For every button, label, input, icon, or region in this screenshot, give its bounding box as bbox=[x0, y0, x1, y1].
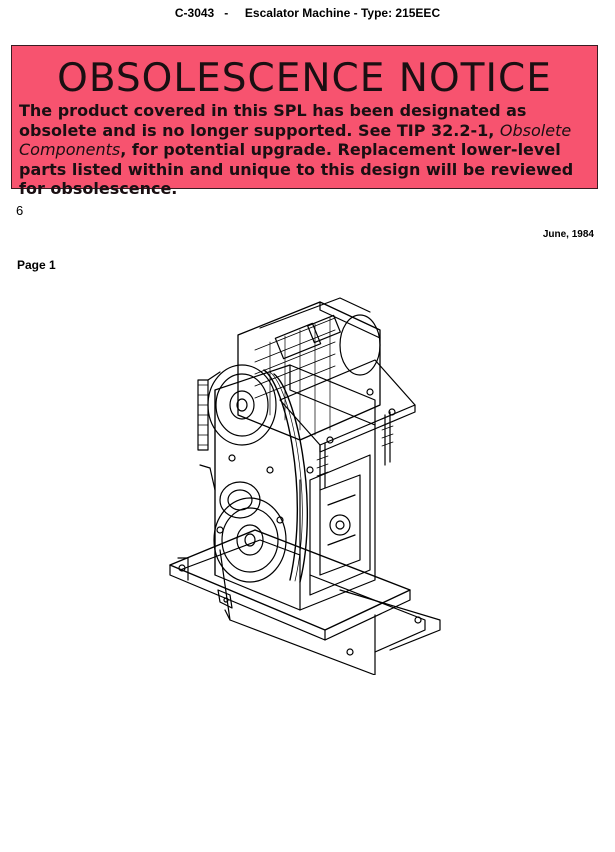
document-header bbox=[0, 6, 615, 20]
header-separator: - bbox=[224, 6, 229, 20]
notice-body-part2: , for potential upgrade. Replacement lower-level parts listed within and unique to this design will be reviewed for obsolescence. bbox=[19, 140, 574, 199]
document-date: June, 1984 bbox=[542, 229, 594, 240]
notice-body-part1: The product covered in this SPL has been designated as obsolete and is no longer supported. See TIP 32.2-1, bbox=[19, 101, 527, 140]
doc-id: C-3043 bbox=[174, 6, 215, 20]
notice-link-obsolete-components: Obsolete Components bbox=[19, 120, 572, 160]
notice-title: OBSOLESCENCE NOTICE bbox=[57, 56, 552, 101]
doc-title: Escalator Machine - Type: 215EEC bbox=[244, 6, 441, 20]
page-number-small: 6 bbox=[16, 203, 24, 218]
page-label: Page 1 bbox=[17, 258, 56, 272]
notice-body bbox=[19, 101, 590, 199]
escalator-machine-drawing bbox=[160, 290, 450, 675]
obsolescence-notice-box bbox=[11, 45, 598, 199]
